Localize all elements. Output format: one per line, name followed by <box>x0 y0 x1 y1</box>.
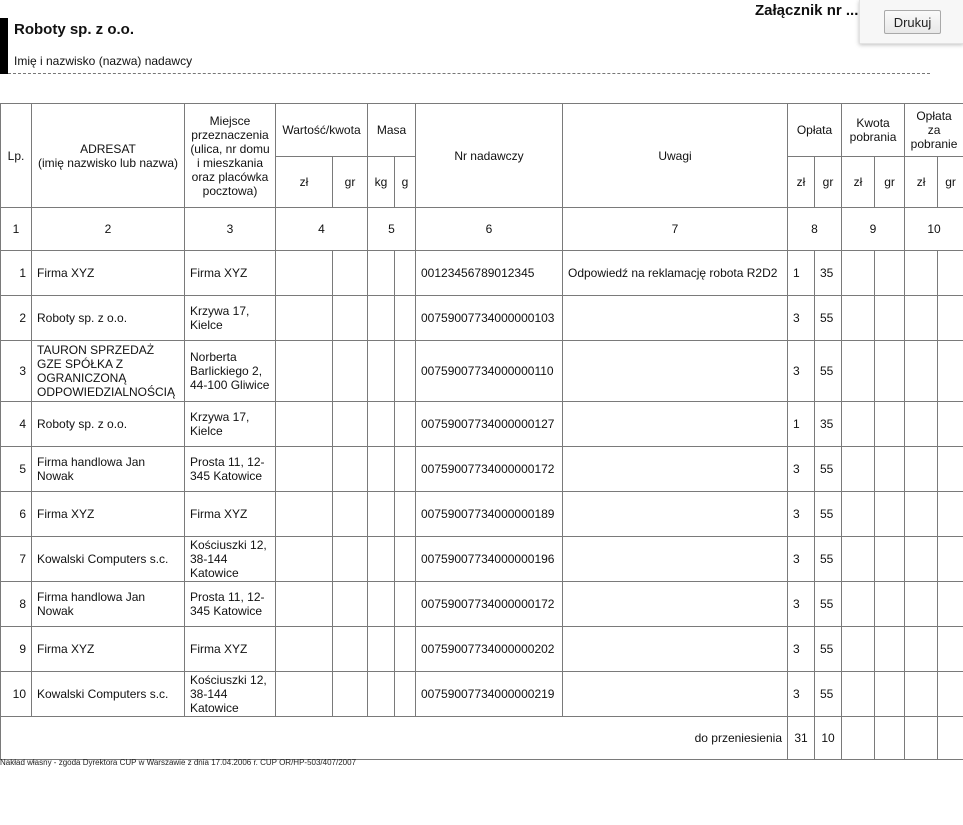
cell-nr-nadawczy: 00759007734000000219 <box>416 672 563 717</box>
subheader-wartosc-gr: gr <box>333 157 368 208</box>
cell-oplata-gr: 55 <box>815 296 842 341</box>
cell-masa-kg <box>368 627 395 672</box>
cell-pobranie-zl <box>905 402 938 447</box>
subheader-pobranie-zl: zł <box>905 157 938 208</box>
cell-masa-kg <box>368 251 395 296</box>
cell-kwota-gr <box>875 672 905 717</box>
carry-over-kwota-gr <box>875 717 905 760</box>
cell-uwagi <box>563 447 788 492</box>
cell-uwagi <box>563 296 788 341</box>
carry-over-oplata-gr: 10 <box>815 717 842 760</box>
cell-wartosc-zl <box>276 402 333 447</box>
cell-wartosc-gr <box>333 492 368 537</box>
cell-nr-nadawczy: 00759007734000000110 <box>416 341 563 402</box>
cell-kwota-gr <box>875 251 905 296</box>
table-row <box>1 582 963 627</box>
cell-pobranie-gr <box>938 672 963 717</box>
subheader-kwota-gr: gr <box>875 157 905 208</box>
cell-miejsce: Firma XYZ <box>185 492 276 537</box>
cell-lp: 4 <box>1 402 32 447</box>
cell-oplata-gr: 55 <box>815 492 842 537</box>
cell-kwota-gr <box>875 296 905 341</box>
cell-masa-g <box>395 672 416 717</box>
header-adresat <box>32 104 185 208</box>
header-nr-nadawczy: Nr nadawczy <box>416 104 563 208</box>
subheader-oplata-zl: zł <box>788 157 815 208</box>
cell-wartosc-zl <box>276 582 333 627</box>
print-panel <box>859 0 963 44</box>
cell-pobranie-gr <box>938 492 963 537</box>
cell-pobranie-zl <box>905 582 938 627</box>
table-row <box>1 296 963 341</box>
cell-pobranie-gr <box>938 341 963 402</box>
cell-oplata-gr: 35 <box>815 251 842 296</box>
carry-over-oplata-zl: 31 <box>788 717 815 760</box>
cell-oplata-zl: 3 <box>788 341 815 402</box>
cell-masa-kg <box>368 296 395 341</box>
cell-pobranie-gr <box>938 296 963 341</box>
cell-kwota-gr <box>875 537 905 582</box>
header-oplata: Opłata <box>788 104 842 157</box>
sender-signature-line <box>8 73 930 74</box>
cell-oplata-zl: 3 <box>788 672 815 717</box>
column-number-row <box>1 208 963 251</box>
cell-masa-g <box>395 251 416 296</box>
carry-over-pobranie-zl <box>905 717 938 760</box>
subheader-kwota-zl: zł <box>842 157 875 208</box>
column-number: 4 <box>276 208 368 251</box>
cell-kwota-zl <box>842 251 875 296</box>
cell-miejsce: Prosta 11, 12-345 Katowice <box>185 582 276 627</box>
cell-masa-g <box>395 537 416 582</box>
footnote: Nakład własny - zgoda Dyrektora CUP w Warszawie z dnia 17.04.2006 r. CUP OR/HP-503/407/2007 <box>0 758 357 767</box>
cell-pobranie-zl <box>905 537 938 582</box>
cell-adresat: Firma handlowa Jan Nowak <box>32 582 185 627</box>
cell-wartosc-zl <box>276 296 333 341</box>
cell-masa-g <box>395 447 416 492</box>
cell-miejsce: Norberta Barlickiego 2, 44-100 Gliwice <box>185 341 276 402</box>
cell-oplata-zl: 3 <box>788 627 815 672</box>
cell-miejsce: Kościuszki 12, 38-144 Katowice <box>185 537 276 582</box>
cell-adresat: Roboty sp. z o.o. <box>32 402 185 447</box>
cell-nr-nadawczy: 00759007734000000202 <box>416 627 563 672</box>
cell-kwota-gr <box>875 341 905 402</box>
cell-lp: 6 <box>1 492 32 537</box>
cell-nr-nadawczy: 00759007734000000196 <box>416 537 563 582</box>
cell-oplata-gr: 55 <box>815 672 842 717</box>
cell-masa-g <box>395 627 416 672</box>
header-uwagi: Uwagi <box>563 104 788 208</box>
cell-wartosc-gr <box>333 672 368 717</box>
cell-adresat: Kowalski Computers s.c. <box>32 537 185 582</box>
cell-oplata-zl: 3 <box>788 537 815 582</box>
cell-pobranie-gr <box>938 447 963 492</box>
cell-adresat: Firma handlowa Jan Nowak <box>32 447 185 492</box>
cell-lp: 8 <box>1 582 32 627</box>
cell-nr-nadawczy: 00759007734000000127 <box>416 402 563 447</box>
cell-lp: 5 <box>1 447 32 492</box>
table-row <box>1 402 963 447</box>
cell-kwota-zl <box>842 341 875 402</box>
cell-oplata-gr: 55 <box>815 537 842 582</box>
print-button[interactable]: Drukuj <box>884 10 941 34</box>
cell-kwota-gr <box>875 402 905 447</box>
column-number: 5 <box>368 208 416 251</box>
cell-wartosc-zl <box>276 341 333 402</box>
cell-pobranie-zl <box>905 672 938 717</box>
carry-over-label: do przeniesienia <box>1 717 788 760</box>
cell-oplata-zl: 1 <box>788 251 815 296</box>
carry-over-row <box>1 717 963 760</box>
cell-kwota-zl <box>842 672 875 717</box>
column-number: 9 <box>842 208 905 251</box>
cell-lp: 2 <box>1 296 32 341</box>
subheader-wartosc-zl: zł <box>276 157 333 208</box>
cell-kwota-zl <box>842 537 875 582</box>
cell-pobranie-gr <box>938 251 963 296</box>
column-number: 6 <box>416 208 563 251</box>
column-number: 7 <box>563 208 788 251</box>
cell-miejsce: Krzywa 17, Kielce <box>185 402 276 447</box>
cell-pobranie-zl <box>905 251 938 296</box>
header-lp: Lp. <box>1 104 32 208</box>
attachment-title: Załącznik nr ... <box>755 2 859 19</box>
cell-oplata-gr: 55 <box>815 341 842 402</box>
cell-masa-kg <box>368 537 395 582</box>
cell-oplata-zl: 3 <box>788 447 815 492</box>
cell-masa-g <box>395 341 416 402</box>
cell-miejsce: Firma XYZ <box>185 251 276 296</box>
cell-nr-nadawczy: 00759007734000000172 <box>416 582 563 627</box>
cell-oplata-gr: 55 <box>815 447 842 492</box>
cell-wartosc-gr <box>333 582 368 627</box>
cell-adresat: Firma XYZ <box>32 492 185 537</box>
cell-miejsce: Kościuszki 12, 38-144 Katowice <box>185 672 276 717</box>
cell-kwota-zl <box>842 627 875 672</box>
cell-wartosc-gr <box>333 447 368 492</box>
header-wartosc: Wartość/kwota <box>276 104 368 157</box>
subheader-masa-kg: kg <box>368 157 395 208</box>
cell-pobranie-zl <box>905 627 938 672</box>
cell-uwagi <box>563 582 788 627</box>
cell-uwagi <box>563 537 788 582</box>
cell-nr-nadawczy: 00759007734000000103 <box>416 296 563 341</box>
table-row <box>1 672 963 717</box>
cell-kwota-zl <box>842 492 875 537</box>
carry-over-kwota-zl <box>842 717 875 760</box>
subheader-masa-g: g <box>395 157 416 208</box>
subheader-pobranie-gr: gr <box>938 157 963 208</box>
cell-pobranie-gr <box>938 582 963 627</box>
column-number: 2 <box>32 208 185 251</box>
cell-uwagi <box>563 402 788 447</box>
cell-adresat: TAURON SPRZEDAŻ GZE SPÓŁKA Z OGRANICZONĄ ODPOWIEDZIALNOŚCIĄ <box>32 341 185 402</box>
cell-lp: 3 <box>1 341 32 402</box>
cell-uwagi: Odpowiedź na reklamację robota R2D2 <box>563 251 788 296</box>
column-number: 10 <box>905 208 963 251</box>
cell-pobranie-gr <box>938 627 963 672</box>
cell-pobranie-gr <box>938 402 963 447</box>
cell-uwagi <box>563 672 788 717</box>
cell-adresat: Firma XYZ <box>32 627 185 672</box>
cell-wartosc-gr <box>333 402 368 447</box>
cell-masa-g <box>395 582 416 627</box>
cell-masa-g <box>395 296 416 341</box>
cell-oplata-zl: 3 <box>788 492 815 537</box>
sender-name: Roboty sp. z o.o. <box>14 21 134 38</box>
sender-marker <box>0 18 8 74</box>
table-row <box>1 537 963 582</box>
subheader-oplata-gr: gr <box>815 157 842 208</box>
cell-masa-kg <box>368 447 395 492</box>
cell-masa-kg <box>368 402 395 447</box>
cell-lp: 1 <box>1 251 32 296</box>
cell-miejsce: Krzywa 17, Kielce <box>185 296 276 341</box>
cell-lp: 10 <box>1 672 32 717</box>
table-row <box>1 492 963 537</box>
column-number: 8 <box>788 208 842 251</box>
cell-adresat: Kowalski Computers s.c. <box>32 672 185 717</box>
sender-label: Imię i nazwisko (nazwa) nadawcy <box>14 54 193 68</box>
header-miejsce: Miejsce przeznaczenia (ulica, nr domu i mieszkania oraz placówka pocztowa) <box>185 104 276 208</box>
cell-wartosc-gr <box>333 296 368 341</box>
table-row <box>1 627 963 672</box>
cell-masa-g <box>395 402 416 447</box>
cell-oplata-gr: 35 <box>815 402 842 447</box>
cell-wartosc-gr <box>333 627 368 672</box>
cell-wartosc-zl <box>276 537 333 582</box>
cell-wartosc-gr <box>333 341 368 402</box>
cell-oplata-zl: 3 <box>788 582 815 627</box>
cell-lp: 7 <box>1 537 32 582</box>
cell-uwagi <box>563 341 788 402</box>
cell-masa-g <box>395 492 416 537</box>
cell-pobranie-zl <box>905 341 938 402</box>
cell-kwota-zl <box>842 447 875 492</box>
cell-masa-kg <box>368 672 395 717</box>
header-masa: Masa <box>368 104 416 157</box>
column-number: 3 <box>185 208 276 251</box>
table-row <box>1 251 963 296</box>
carry-over-pobranie-gr <box>938 717 963 760</box>
cell-nr-nadawczy: 00759007734000000172 <box>416 447 563 492</box>
cell-pobranie-zl <box>905 492 938 537</box>
cell-adresat: Firma XYZ <box>32 251 185 296</box>
cell-masa-kg <box>368 492 395 537</box>
cell-wartosc-zl <box>276 447 333 492</box>
cell-miejsce: Prosta 11, 12-345 Katowice <box>185 447 276 492</box>
table-row <box>1 447 963 492</box>
cell-oplata-gr: 55 <box>815 582 842 627</box>
cell-wartosc-zl <box>276 627 333 672</box>
cell-nr-nadawczy: 00123456789012345 <box>416 251 563 296</box>
cell-adresat: Roboty sp. z o.o. <box>32 296 185 341</box>
cell-uwagi <box>563 492 788 537</box>
cell-kwota-zl <box>842 402 875 447</box>
cell-masa-kg <box>368 582 395 627</box>
header-oplata-za-pobranie: Opłata za pobranie <box>905 104 963 157</box>
cell-kwota-gr <box>875 582 905 627</box>
shipment-manifest-table <box>0 103 963 760</box>
cell-pobranie-zl <box>905 447 938 492</box>
cell-uwagi <box>563 627 788 672</box>
cell-wartosc-zl <box>276 672 333 717</box>
header-kwota-pobrania: Kwota pobrania <box>842 104 905 157</box>
cell-wartosc-gr <box>333 251 368 296</box>
cell-oplata-gr: 55 <box>815 627 842 672</box>
cell-wartosc-gr <box>333 537 368 582</box>
header-adresat-text: ADRESAT (imię nazwisko lub nazwa) <box>37 141 179 170</box>
cell-kwota-gr <box>875 627 905 672</box>
cell-oplata-zl: 3 <box>788 296 815 341</box>
cell-wartosc-zl <box>276 492 333 537</box>
cell-kwota-gr <box>875 447 905 492</box>
cell-kwota-gr <box>875 492 905 537</box>
cell-nr-nadawczy: 00759007734000000189 <box>416 492 563 537</box>
cell-oplata-zl: 1 <box>788 402 815 447</box>
cell-kwota-zl <box>842 296 875 341</box>
cell-pobranie-zl <box>905 296 938 341</box>
cell-kwota-zl <box>842 582 875 627</box>
cell-masa-kg <box>368 341 395 402</box>
table-row <box>1 341 963 402</box>
cell-lp: 9 <box>1 627 32 672</box>
column-number: 1 <box>1 208 32 251</box>
cell-miejsce: Firma XYZ <box>185 627 276 672</box>
cell-pobranie-gr <box>938 537 963 582</box>
cell-wartosc-zl <box>276 251 333 296</box>
